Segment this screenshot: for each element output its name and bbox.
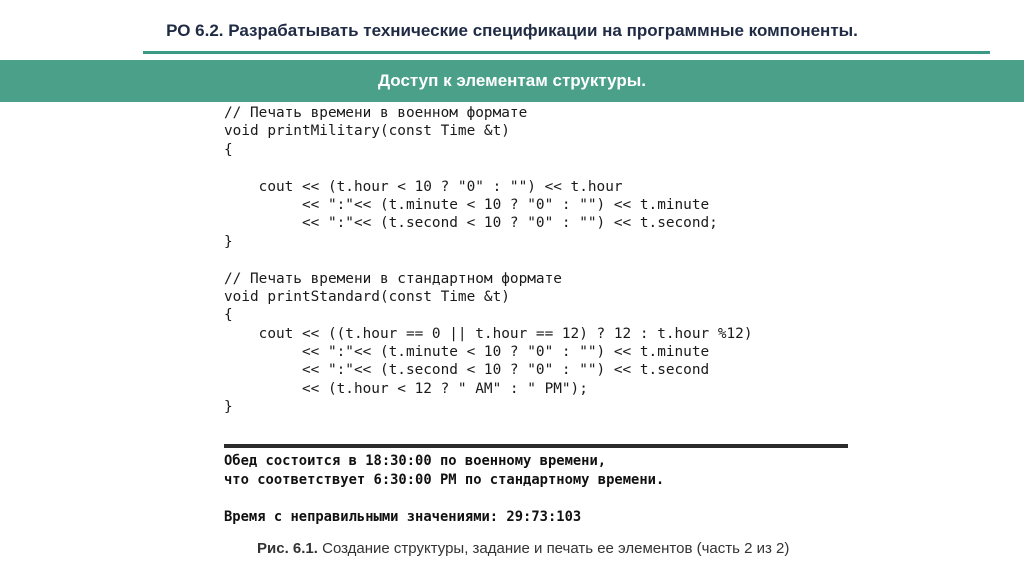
program-output [224,452,664,527]
slide-title: РО 6.2. Разрабатывать технические спецификации на программные компоненты. [166,21,858,40]
code-line [224,251,753,269]
figure-caption-text: Создание структуры, задание и печать ее элементов (часть 2 из 2) [317,540,790,557]
code-line: } [224,399,233,416]
output-line-3: Время с неправильными значениями: 29:73:103 [224,509,582,525]
code-listing [224,104,753,417]
code-line: << ":"<< (t.second < 10 ? "0" : "") << t.second [224,362,710,379]
code-line [224,159,753,177]
code-line: void printStandard(const Time &t) [224,288,510,305]
code-line: } [224,233,233,250]
code-line: { [224,307,233,324]
title-underline [143,51,990,54]
code-line: << ":"<< (t.minute < 10 ? "0" : "") << t.minute [224,344,710,361]
figure-caption-label: Рис. 6.1. [257,540,318,557]
code-line: << ":"<< (t.second < 10 ? "0" : "") << t.second; [224,215,718,232]
code-line: // Печать времени в стандартном формате [224,270,562,287]
code-line: cout << ((t.hour == 0 || t.hour == 12) ? 12 : t.hour %12) [224,325,753,342]
output-line-2: что соответствует 6:30:00 PM по стандартному времени. [224,472,665,488]
code-line: << ":"<< (t.minute < 10 ? "0" : "") << t.minute [224,196,710,213]
code-line: { [224,141,233,158]
output-line-1: Обед состоится в 18:30:00 по военному времени, [224,453,607,469]
code-line: cout << (t.hour < 10 ? "0" : "") << t.hour [224,178,623,195]
section-header: Доступ к элементам структуры. [0,60,1024,102]
output-divider [224,444,848,448]
figure-caption [257,540,789,557]
code-line: void printMilitary(const Time &t) [224,123,510,140]
code-line: << (t.hour < 12 ? " AM" : " PM"); [224,380,588,397]
code-line: // Печать времени в военном формате [224,105,528,121]
